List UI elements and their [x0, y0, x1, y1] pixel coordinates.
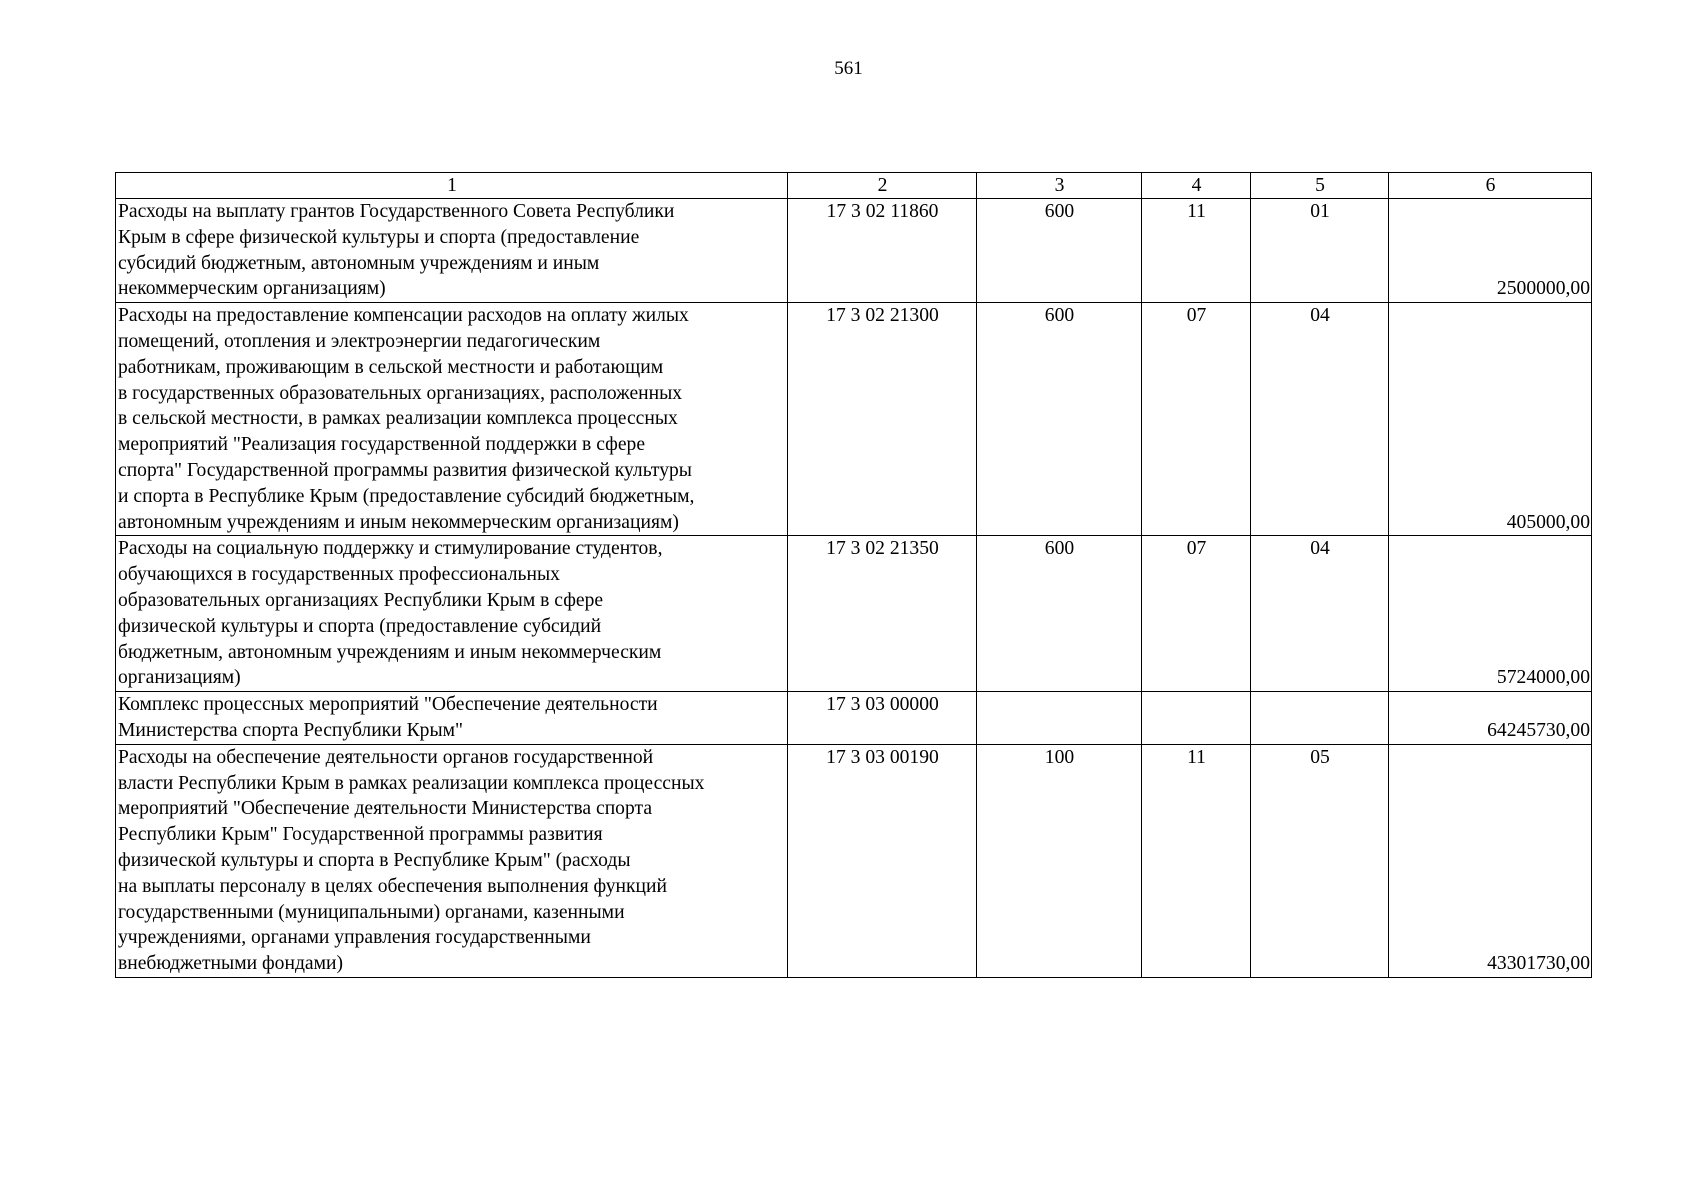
amount-cell: 2500000,00 [1389, 199, 1592, 303]
budget-code-cell: 17 3 02 21300 [788, 303, 977, 536]
subsection-cell: 04 [1251, 303, 1389, 536]
expense-name-line: на выплаты персоналу в целях обеспечения выполнения функций [118, 875, 667, 897]
table-header-row [116, 173, 1592, 199]
table-row [116, 536, 1592, 692]
expense-name-line: Крым в сфере физической культуры и спорта (предоставление [118, 226, 640, 248]
subsection-cell: 05 [1251, 744, 1389, 977]
expense-type-cell: 600 [977, 303, 1142, 536]
expense-type-cell: 100 [977, 744, 1142, 977]
table-row [116, 744, 1592, 977]
budget-code-cell: 17 3 03 00000 [788, 692, 977, 745]
expense-type-cell [977, 692, 1142, 745]
page-number: 561 [834, 58, 863, 79]
expense-name-cell [116, 303, 788, 536]
expense-name-cell [116, 199, 788, 303]
expense-name-line: образовательных организациях Республики Крым в сфере [118, 589, 604, 611]
expense-name-line: работникам, проживающим в сельской местности и работающим [118, 356, 664, 378]
expense-name-line: автономным учреждениям и иным некоммерческим организациям) [118, 511, 679, 533]
expense-name-line: Расходы на социальную поддержку и стимулирование студентов, [118, 538, 663, 560]
expense-name-line: в сельской местности, в рамках реализации комплекса процессных [118, 408, 678, 430]
section-cell: 11 [1142, 744, 1251, 977]
expense-name-line: Министерства спорта Республики Крым" [118, 719, 464, 741]
expense-name-cell [116, 536, 788, 692]
header-col-4: 4 [1142, 173, 1251, 199]
expense-name-line: Расходы на обеспечение деятельности органов государственной [118, 746, 654, 768]
header-col-3: 3 [977, 173, 1142, 199]
budget-code-cell: 17 3 02 11860 [788, 199, 977, 303]
table-body [116, 199, 1592, 978]
expense-name-line: Комплекс процессных мероприятий "Обеспечение деятельности [118, 694, 658, 716]
table-row [116, 199, 1592, 303]
expense-name-line: мероприятий "Реализация государственной поддержки в сфере [118, 434, 646, 456]
expense-name-line: физической культуры и спорта в Республике Крым" (расходы [118, 849, 631, 871]
expense-type-cell: 600 [977, 536, 1142, 692]
header-col-2: 2 [788, 173, 977, 199]
expense-name-line: организациям) [118, 667, 241, 689]
expense-name-line: власти Республики Крым в рамках реализации комплекса процессных [118, 772, 705, 794]
expense-name-line: учреждениями, органами управления государственными [118, 927, 591, 949]
expense-name-line: помещений, отопления и электроэнергии педагогическим [118, 330, 601, 352]
expense-name-cell [116, 744, 788, 977]
expense-name-line: государственными (муниципальными) органами, казенными [118, 901, 625, 923]
section-cell: 07 [1142, 536, 1251, 692]
expense-name-line: и спорта в Республике Крым (предоставление субсидий бюджетным, [118, 485, 695, 507]
section-cell [1142, 692, 1251, 745]
amount-cell: 5724000,00 [1389, 536, 1592, 692]
section-cell: 11 [1142, 199, 1251, 303]
expense-name-line: субсидий бюджетным, автономным учреждениям и иным [118, 252, 600, 274]
expense-name-line: обучающихся в государственных профессиональных [118, 564, 560, 586]
header-col-6: 6 [1389, 173, 1592, 199]
expense-name-line: спорта" Государственной программы развития физической культуры [118, 459, 692, 481]
expense-name-line: в государственных образовательных организациях, расположенных [118, 382, 683, 404]
subsection-cell: 01 [1251, 199, 1389, 303]
expense-name-line: Расходы на выплату грантов Государственного Совета Республики [118, 201, 675, 222]
subsection-cell [1251, 692, 1389, 745]
expense-name-line: Республики Крым" Государственной программы развития [118, 824, 603, 846]
expense-name-line: бюджетным, автономным учреждениям и иным некоммерческим [118, 641, 662, 663]
expense-name-line: Расходы на предоставление компенсации расходов на оплату жилых [118, 305, 689, 327]
amount-cell: 43301730,00 [1389, 744, 1592, 977]
expense-name-cell [116, 692, 788, 745]
budget-code-cell: 17 3 02 21350 [788, 536, 977, 692]
amount-cell: 405000,00 [1389, 303, 1592, 536]
expense-type-cell: 600 [977, 199, 1142, 303]
budget-table [115, 172, 1592, 978]
budget-code-cell: 17 3 03 00190 [788, 744, 977, 977]
subsection-cell: 04 [1251, 536, 1389, 692]
table-row [116, 692, 1592, 745]
section-cell: 07 [1142, 303, 1251, 536]
table-row [116, 303, 1592, 536]
expense-name-line: физической культуры и спорта (предоставление субсидий [118, 615, 602, 637]
expense-name-line: мероприятий "Обеспечение деятельности Министерства спорта [118, 798, 653, 820]
header-col-5: 5 [1251, 173, 1389, 199]
expense-name-line: внебюджетными фондами) [118, 953, 344, 975]
amount-cell: 64245730,00 [1389, 692, 1592, 745]
header-col-1: 1 [116, 173, 788, 199]
expense-name-line: некоммерческим организациям) [118, 278, 386, 300]
